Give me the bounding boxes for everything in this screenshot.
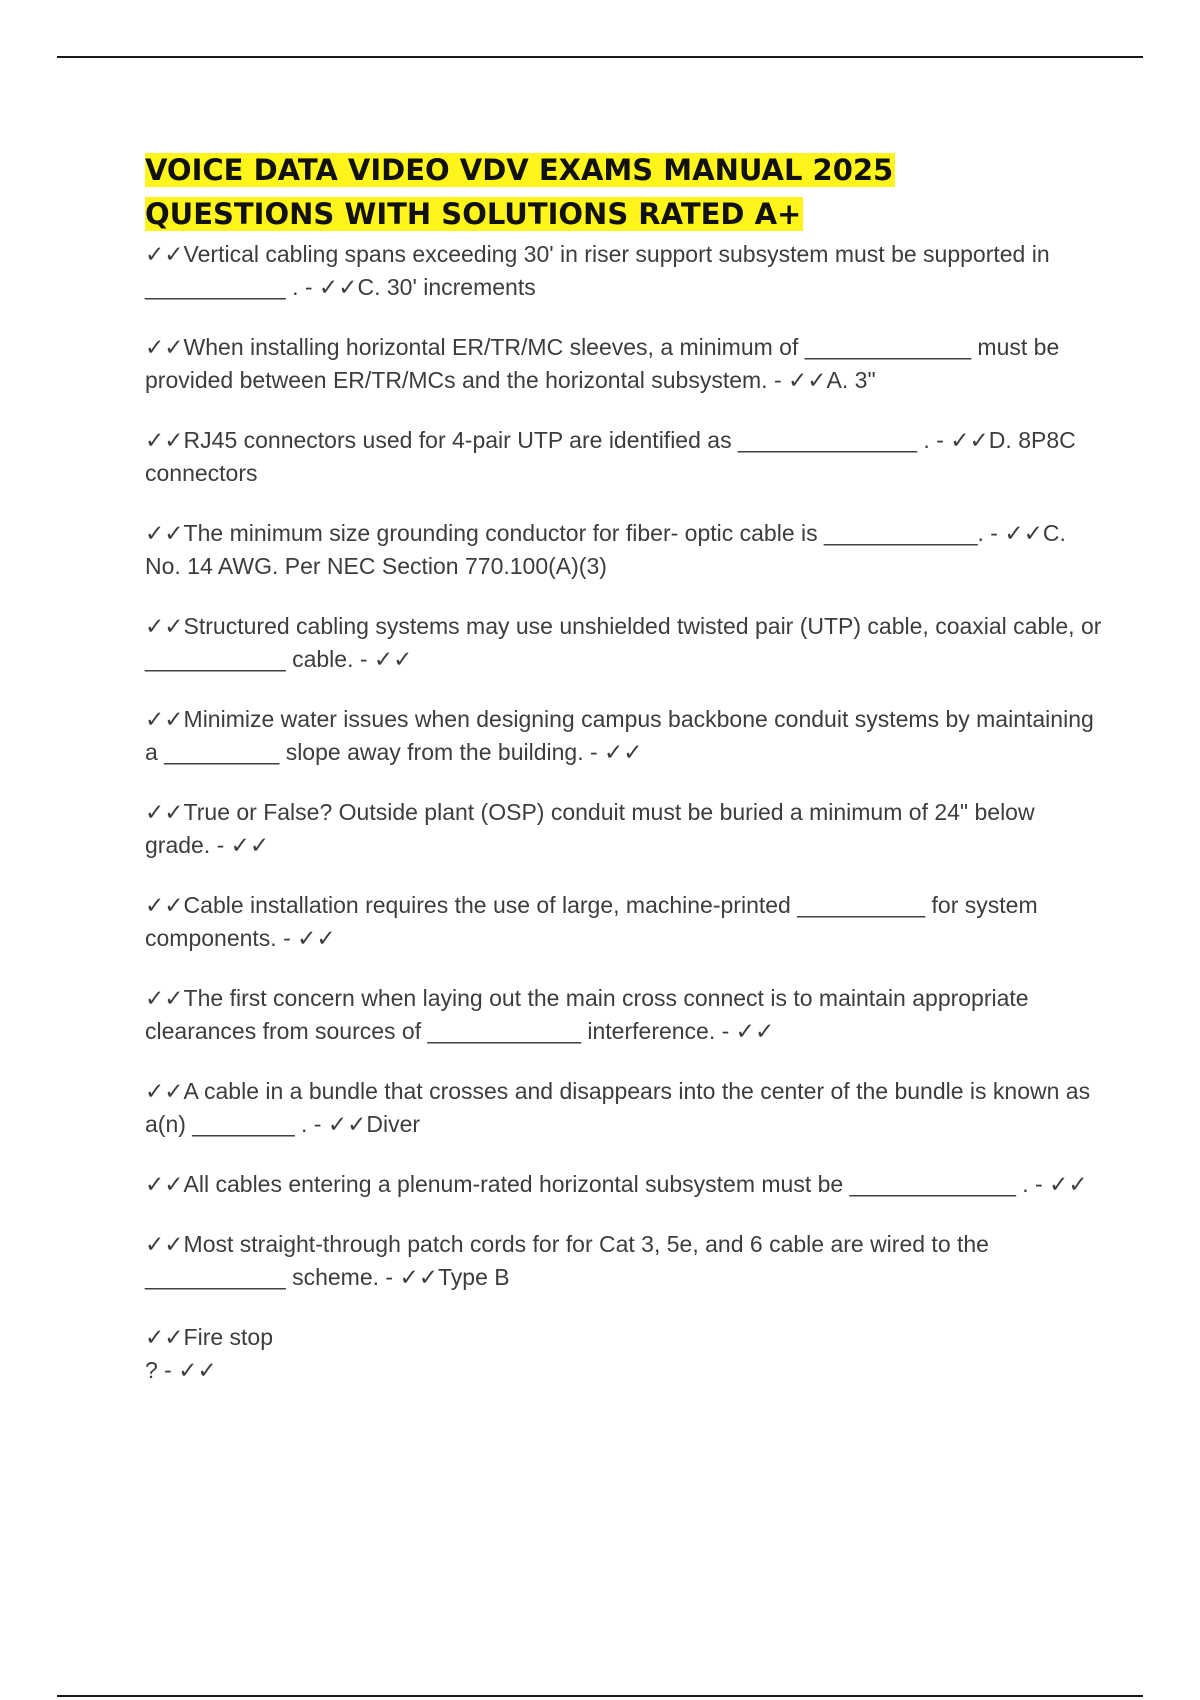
qa-item: ✓✓Fire stop ? - ✓✓ [145, 1324, 274, 1383]
qa-item: ✓✓True or False? Outside plant (OSP) conduit must be buried a minimum of 24" below grade. - ✓✓ [145, 799, 1035, 858]
document-title [145, 148, 1105, 236]
bottom-rule [57, 1695, 1143, 1697]
qa-item: ✓✓Vertical cabling spans exceeding 30' in riser support subsystem must be supported in ___________ . - ✓✓C. 30' increments [145, 241, 1050, 300]
qa-item: ✓✓All cables entering a plenum-rated horizontal subsystem must be _____________ . - ✓✓ [145, 1171, 1088, 1197]
qa-item: ✓✓A cable in a bundle that crosses and disappears into the center of the bundle is known as a(n) ________ . - ✓✓Diver [145, 1078, 1091, 1137]
qa-item: ✓✓Cable installation requires the use of large, machine-printed __________ for system components. - ✓✓ [145, 892, 1038, 951]
qa-item: ✓✓When installing horizontal ER/TR/MC sleeves, a minimum of _____________ must be provided between ER/TR/MCs and the horizontal subsystem. - ✓✓A. 3" [145, 334, 1060, 393]
document-body [145, 148, 1105, 1387]
qa-item: ✓✓Minimize water issues when designing campus backbone conduit systems by maintaining a _________ slope away from the building. - ✓✓ [145, 706, 1094, 765]
qa-item: ✓✓Structured cabling systems may use unshielded twisted pair (UTP) cable, coaxial cable, or ___________ cable. - ✓✓ [145, 613, 1102, 672]
qa-item: ✓✓The first concern when laying out the main cross connect is to maintain appropriate clearances from sources of ____________ interference. - ✓✓ [145, 985, 1029, 1044]
title-line-1: VOICE DATA VIDEO VDV EXAMS MANUAL 2025 [145, 153, 894, 187]
qa-item: ✓✓The minimum size grounding conductor for fiber- optic cable is ____________. - ✓✓C. No. 14 AWG. Per NEC Section 770.100(A)(3) [145, 520, 1066, 579]
top-rule [57, 56, 1143, 58]
qa-item: ✓✓Most straight-through patch cords for for Cat 3, 5e, and 6 cable are wired to the ___________ scheme. - ✓✓Type B [145, 1231, 989, 1290]
title-line-2: QUESTIONS WITH SOLUTIONS RATED A+ [145, 197, 802, 231]
qa-item: ✓✓RJ45 connectors used for 4-pair UTP are identified as ______________ . - ✓✓D. 8P8C connectors [145, 427, 1076, 486]
